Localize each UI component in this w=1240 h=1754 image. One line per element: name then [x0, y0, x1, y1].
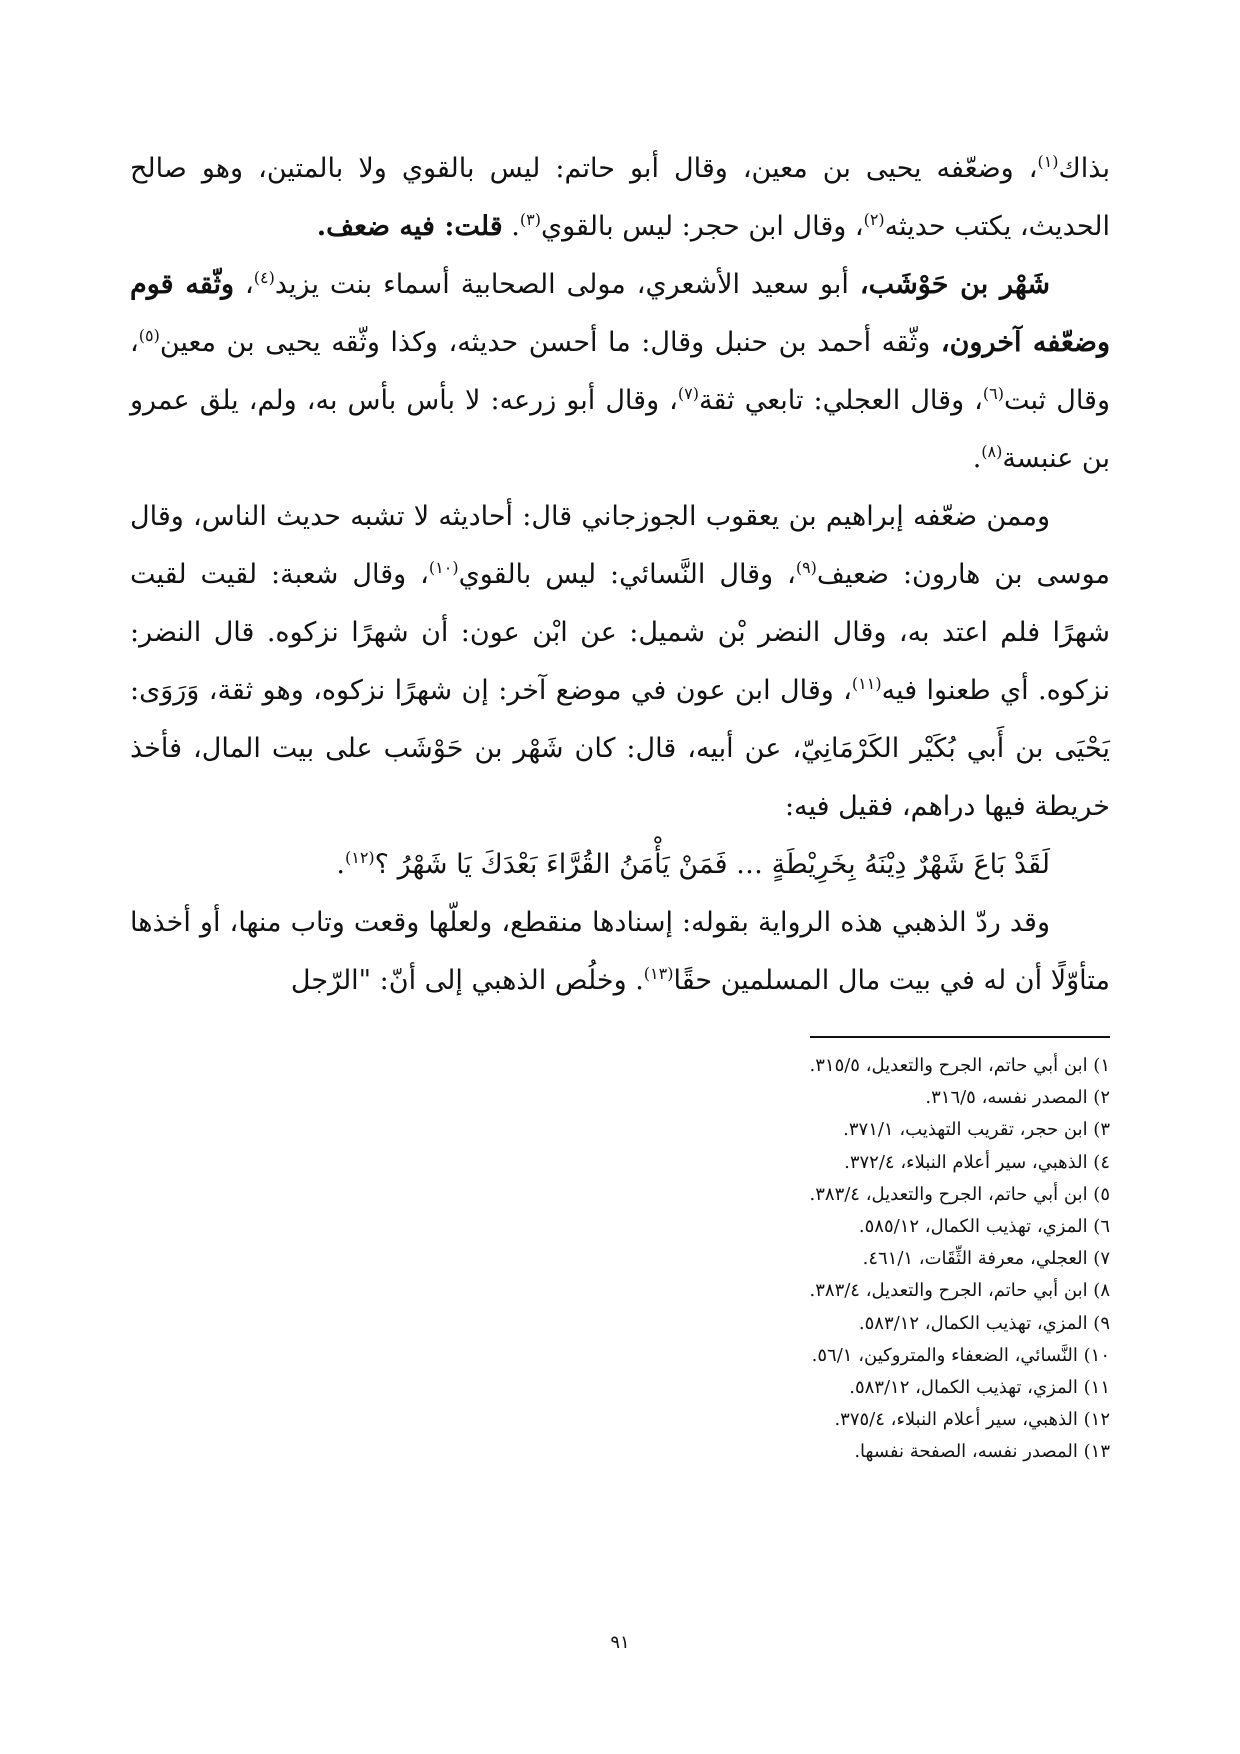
- text-run: ،: [234, 269, 254, 300]
- narrator-name: شَهْر بن حَوْشَب،: [859, 269, 1050, 300]
- footnote-7: ٧) العجلي، معرفة الثِّقَات، ٤٦١/١.: [862, 1248, 1110, 1270]
- text-run: .: [502, 211, 520, 242]
- footnote-13: ١٣) المصدر نفسه، الصفحة نفسها.: [854, 1441, 1110, 1463]
- footnote-5: ٥) ابن أبي حاتم، الجرح والتعديل، ٣٨٣/٤.: [809, 1183, 1110, 1205]
- footnote-ref-4: (٤): [253, 268, 275, 287]
- footnote-ref-7: (٧): [677, 384, 699, 403]
- text-run: .: [972, 443, 982, 474]
- footnote-10: ١٠) النَّسائي، الضعفاء والمتروكين، ٥٦/١.: [811, 1344, 1110, 1366]
- footnote-ref-8: (٨): [981, 442, 1003, 461]
- text-run: وقد ردّ الذهبي هذه الرواية بقوله: إسنادها منقطع، ولعلّها وقعت وتاب منها، أو أخذها متأوّلًا أن له في بيت مال المسلمين حقًا: [130, 907, 1110, 996]
- footnotes: [130, 1050, 1110, 1469]
- paragraph-4: [130, 894, 1110, 1010]
- footnote-ref-5: (٥): [138, 326, 160, 345]
- paragraph-3: [130, 488, 1110, 836]
- paragraph-2: [130, 256, 1110, 488]
- text-run: ، وضعّفه يحيى بن معين، وقال أبو حاتم: ليس بالقوي ولا بالمتين، وهو صالح الحديث، يكتب حديثه: [130, 153, 1110, 242]
- footnote-6: ٦) المزي، تهذيب الكمال، ٥٨٥/١٢.: [858, 1216, 1110, 1238]
- text-run: بذاك: [1058, 153, 1110, 184]
- footnote-ref-6: (٦): [982, 384, 1004, 403]
- text-run: ، وقال ابن عون في موضع آخر: إن شهرًا نزكوه، وهو ثقة، وَرَوَى: يَحْيَى بن أَبي بُكَيْر الكَرْمَانِيّ، عن أبيه، قال: كان شَهْر بن حَوْشَب على بيت المال، فأخذ خريطة فيها دراهم، فقيل فيه:: [130, 675, 1110, 822]
- footnote-4: ٤) الذهبي، سير أعلام النبلاء، ٣٧٢/٤.: [844, 1151, 1110, 1173]
- text-run: ، وقال ثبت: [130, 327, 1110, 416]
- footnote-1: ١) ابن أبي حاتم، الجرح والتعديل، ٣١٥/٥.: [809, 1055, 1110, 1076]
- footnote-ref-2: (٢): [863, 210, 885, 229]
- verse-text: لَقَدْ بَاعَ شَهْرٌ دِيْنَهُ بِخَرِيْطَةٍ … فَمَنْ يَأْمَنُ القُرَّاءَ بَعْدَكَ يَا شَهْرُ ؟: [374, 849, 1050, 880]
- text-run: أبو سعيد الأشعري، مولى الصحابية أسماء بنت يزيد: [274, 269, 860, 300]
- footnote-ref-12: (١٢): [344, 848, 375, 867]
- footnote-12: ١٢) الذهبي، سير أعلام النبلاء، ٣٧٥/٤.: [834, 1409, 1110, 1431]
- footnote-3: ٣) ابن حجر، تقريب التهذيب، ٣٧١/١.: [843, 1119, 1110, 1141]
- text-run: . وخلُص الذهبي إلى أنّ: "الرّجل: [290, 965, 644, 996]
- footnote-ref-10: (١٠): [428, 558, 459, 577]
- poetry-verse: [130, 836, 1110, 894]
- footnote-ref-13: (١٣): [643, 964, 674, 983]
- footnote-2: ٢) المصدر نفسه، ٣١٦/٥.: [925, 1087, 1110, 1109]
- text-run: ، وقال أبو زرعه: لا بأس بأس به، ولم، يلق عمرو بن عنبسة: [130, 385, 1110, 474]
- verdict-summary: وثّقه قوم وضعّفه آخرون،: [130, 269, 1110, 358]
- text-run: .: [336, 849, 345, 880]
- text-run: وممن ضعّفه إبراهيم بن يعقوب الجوزجاني قال: أحاديثه لا تشبه حديث الناس، وقال موسى بن هارون: ضعيف: [130, 501, 1110, 590]
- main-text: [130, 140, 1110, 1010]
- footnote-ref-11: (١١): [851, 674, 882, 693]
- text-run: ، وقال النَّسائي: ليس بالقوي: [458, 559, 796, 590]
- footnote-ref-3: (٣): [519, 210, 541, 229]
- footnote-ref-1: (١): [1037, 152, 1059, 171]
- footnote-11: ١١) المزي، تهذيب الكمال، ٥٨٣/١٢.: [849, 1377, 1110, 1399]
- text-run: وثّقه أحمد بن حنبل وقال: ما أحسن حديثه، وكذا وثّقه يحيى بن معين: [159, 327, 941, 358]
- author-note: قلت: فيه ضعف.: [316, 211, 503, 242]
- footnote-ref-9: (٩): [795, 558, 817, 577]
- footnote-separator: [810, 1036, 1110, 1038]
- text-run: ، وقال ابن حجر: ليس بالقوي: [540, 211, 864, 242]
- text-run: ، وقال شعبة: لقيت لقيت شهرًا فلم اعتد به، وقال النضر بْن شميل: عن ابْن عون: أن شهرًا نزكوه. قال النضر: نزكوه. أي طعنوا فيه: [130, 559, 1111, 706]
- text-run: ، وقال العجلي: تابعي ثقة: [698, 385, 983, 416]
- footnote-9: ٩) المزي، تهذيب الكمال، ٥٨٣/١٢.: [858, 1312, 1110, 1334]
- paragraph-1: [130, 140, 1110, 256]
- page-number: ٩١: [610, 1632, 630, 1653]
- footnote-8: ٨) ابن أبي حاتم، الجرح والتعديل، ٣٨٣/٤.: [809, 1280, 1110, 1302]
